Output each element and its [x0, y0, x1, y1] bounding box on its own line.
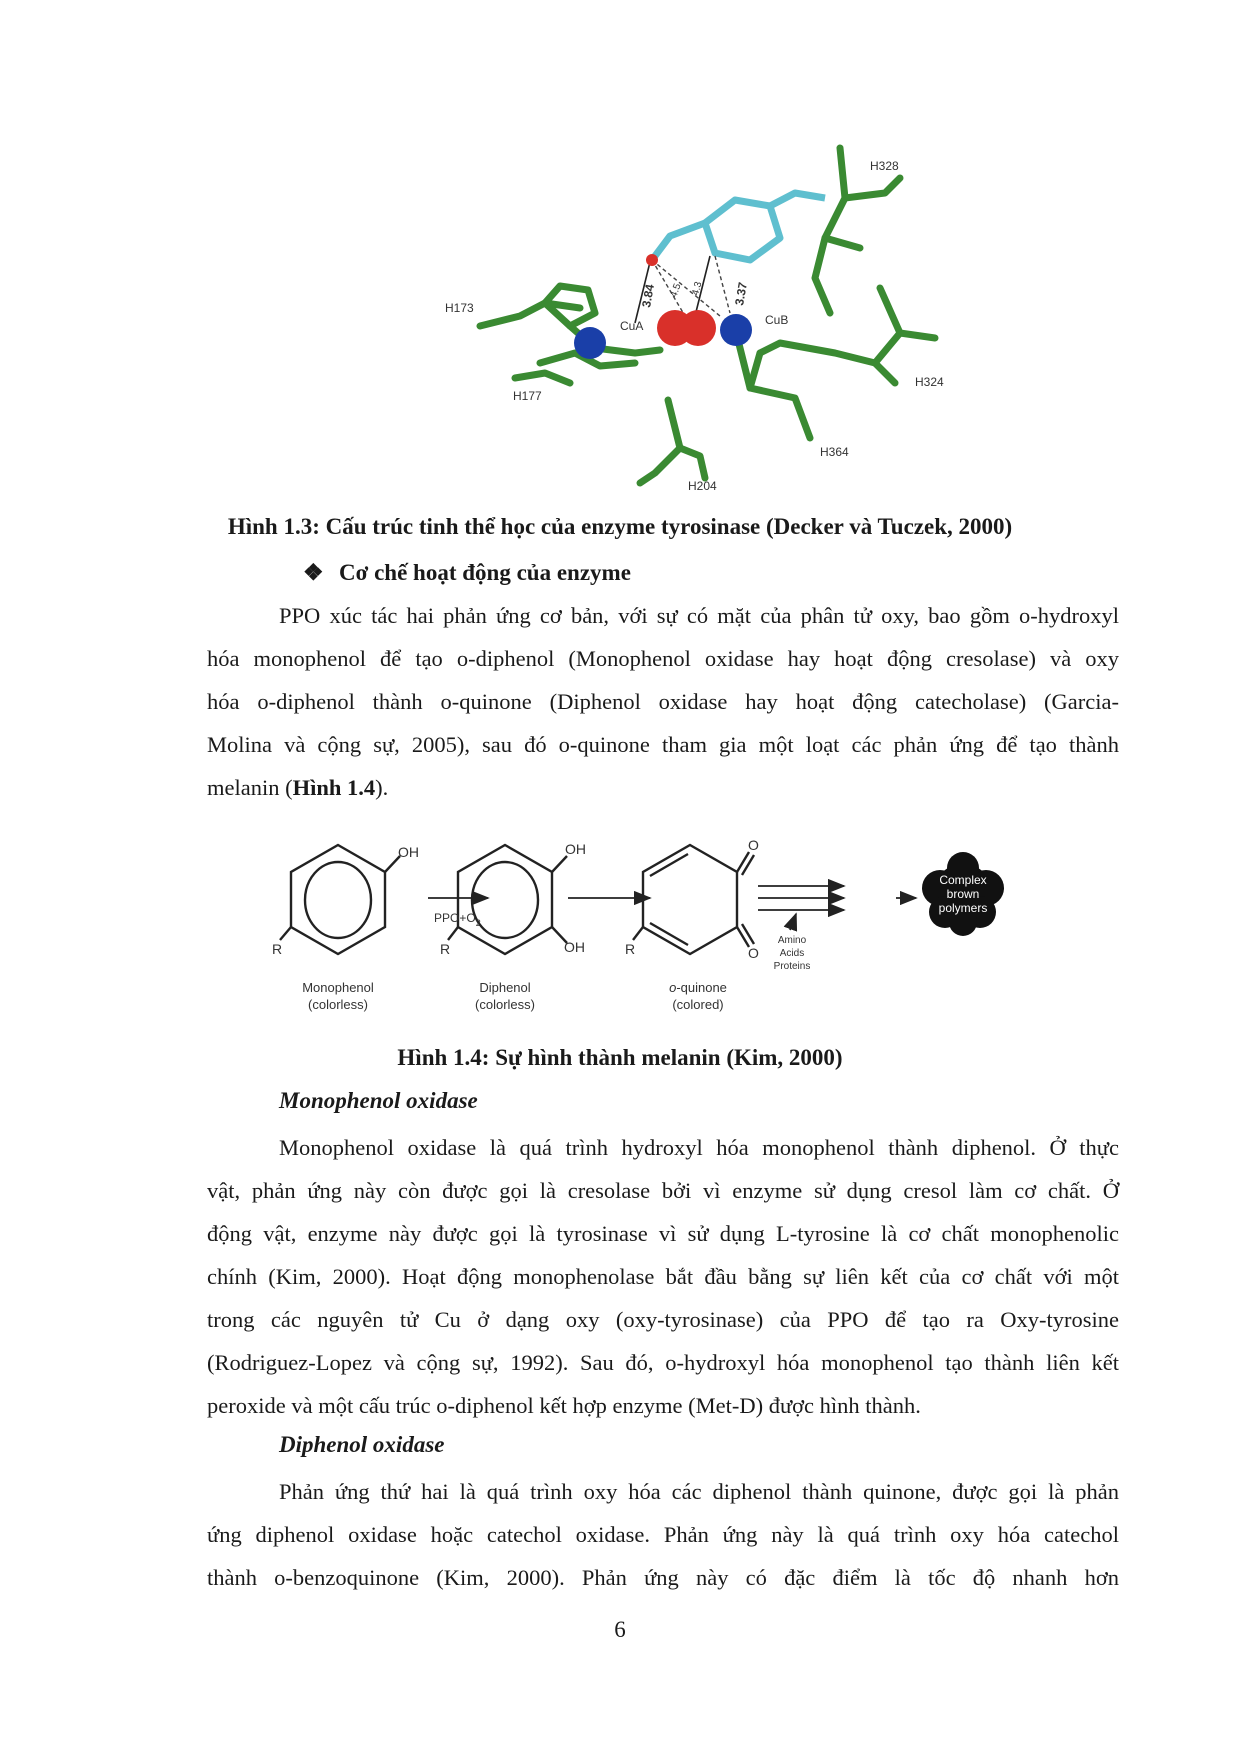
quinone-name-text: -quinone [676, 980, 727, 995]
figure-1-3-caption: Hình 1.3: Cấu trúc tinh thể học của enzyme tyrosinase (Decker và Tuczek, 2000) [227, 514, 1013, 539]
label-o-top: O [748, 837, 759, 853]
distance-label-1: 3.84 [639, 283, 658, 309]
label-h364: H364 [820, 445, 849, 459]
label-h204: H204 [688, 479, 717, 493]
label-r-quinone: R [625, 941, 636, 957]
paragraph-monophenol-oxidase [207, 1126, 1119, 1427]
label-cua: CuA [620, 319, 644, 333]
label-h177: H177 [513, 389, 542, 403]
label-oh-mono: OH [398, 844, 419, 860]
text-line [207, 766, 1119, 809]
monophenol-name: Monophenol [302, 980, 374, 995]
text-line: peroxide và một cấu trúc o-diphenol kết hợp enzyme (Met-D) được hình thành. [207, 1393, 921, 1418]
melanin-formation-figure [272, 830, 1080, 1020]
mechanism-heading-text: Cơ chế hoạt động của enzyme [339, 560, 631, 585]
label-r-mono: R [272, 941, 283, 957]
amino-label: Amino [777, 935, 807, 946]
text-line: hóa monophenol để tạo o-diphenol (Monophenol oxidase hay hoạt động cresolase) và oxy [207, 646, 1119, 671]
diphenol-oxidase-heading: Diphenol oxidase [279, 1432, 445, 1457]
label-oh-di-bottom: OH [564, 939, 585, 955]
text-line: PPO xúc tác hai phản ứng cơ bản, với sự có mặt của phân tử oxy, bao gồm o-hydroxyl [279, 603, 1119, 628]
tyrosinase-structure-figure [430, 138, 970, 498]
text-line: hóa o-diphenol thành o-quinone (Diphenol oxidase hay hoạt động catecholase) (Garcia- [207, 689, 1119, 714]
label-h328: H328 [870, 159, 899, 173]
page-number: 6 [614, 1617, 626, 1642]
ppo-o2-subscript: 2 [475, 918, 481, 928]
label-o-bottom: O [748, 945, 759, 961]
label-r-di: R [440, 941, 451, 957]
acids-label: Acids [779, 948, 805, 959]
text-line: vật, phản ứng này còn được gọi là cresolase bởi vì enzyme sử dụng cresol làm cơ chất. Ở [207, 1178, 1119, 1203]
paragraph-diphenol-oxidase [207, 1470, 1119, 1599]
monophenol-oxidase-heading: Monophenol oxidase [279, 1088, 478, 1113]
cloud-text-1: Complex [939, 873, 987, 887]
figure-reference: Hình 1.4 [292, 775, 376, 800]
cloud-text-2: brown [946, 887, 980, 901]
text-line: trong các nguyên tử Cu ở dạng oxy (oxy-tyrosinase) của PPO để tạo ra Oxy-tyrosine [207, 1307, 1119, 1332]
label-h173: H173 [445, 301, 474, 315]
paragraph-ppo-reactions [207, 594, 1119, 809]
ppo-o2-text: PPO+O [434, 911, 476, 925]
quinone-name [669, 980, 727, 995]
label-oh-di-top: OH [565, 841, 586, 857]
text-line: Molina và cộng sự, 2005), sau đó o-quinone tham gia một loạt các phản ứng để tạo thành [207, 732, 1119, 757]
monophenol-note: (colorless) [308, 997, 368, 1012]
text-line: ứng diphenol oxidase hoặc catechol oxidase. Phản ứng này là quá trình oxy hóa catechol [207, 1522, 1119, 1547]
proteins-label: Proteins [773, 961, 811, 972]
diphenol-name: Diphenol [479, 980, 531, 995]
text-line: Monophenol oxidase là quá trình hydroxyl hóa monophenol thành diphenol. Ở thực [279, 1135, 1119, 1160]
text-fragment: ). [375, 775, 389, 800]
bullet-diamond-icon: ❖ [303, 560, 324, 585]
quinone-prefix: o [669, 980, 677, 995]
mechanism-heading [303, 558, 631, 588]
distance-label-3: 4.3 [690, 280, 705, 297]
diphenol-note: (colorless) [475, 997, 535, 1012]
label-h324: H324 [915, 375, 944, 389]
text-line: (Rodriguez-Lopez và cộng sự, 1992). Sau đó, o-hydroxyl hóa monophenol tạo thành liên kết [207, 1350, 1119, 1375]
text-line: động vật, enzyme này được gọi là tyrosinase vì sử dụng L-tyrosine là cơ chất monophenolic [207, 1221, 1119, 1246]
text-line: thành o-benzoquinone (Kim, 2000). Phản ứng này có đặc điểm là tốc độ nhanh hơn [207, 1565, 1119, 1590]
text-fragment: melanin ( [207, 775, 293, 800]
cloud-text-3: polymers [938, 901, 988, 915]
quinone-note: (colored) [672, 997, 724, 1012]
label-cub: CuB [765, 313, 789, 327]
text-line: chính (Kim, 2000). Hoạt động monophenolase bắt đầu bằng sự liên kết của cơ chất với một [207, 1264, 1119, 1289]
text-line: Phản ứng thứ hai là quá trình oxy hóa các diphenol thành quinone, được gọi là phản [279, 1479, 1119, 1504]
distance-label-4: 3.37 [732, 281, 751, 307]
distance-label-2: 4.5 [668, 282, 684, 300]
figure-1-4-caption: Hình 1.4: Sự hình thành melanin (Kim, 2000) [397, 1045, 843, 1070]
